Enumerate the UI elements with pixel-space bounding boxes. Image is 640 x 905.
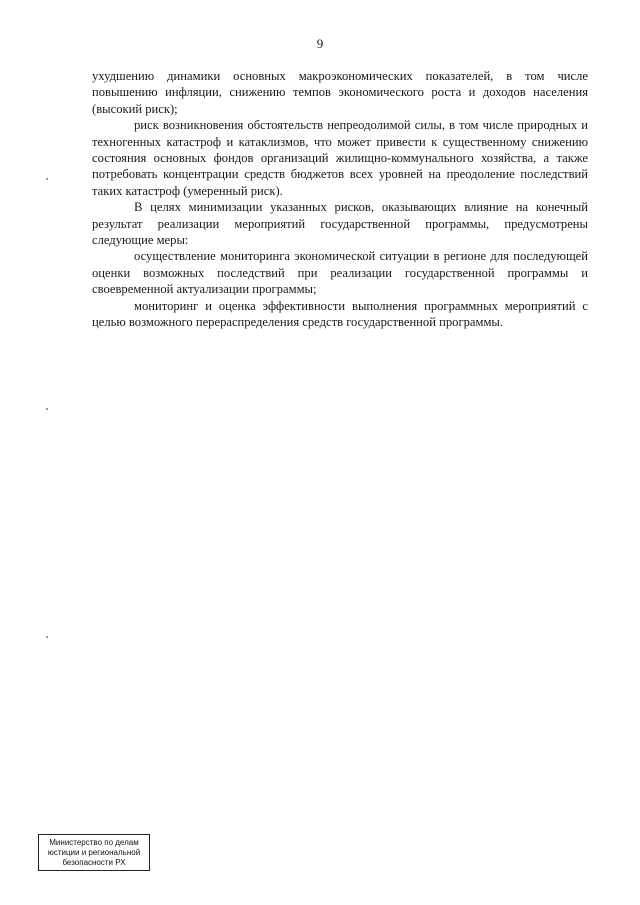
paragraph-risk-minimization-measures: В целях минимизации указанных рисков, оказывающих влияние на конечный результат реализации мероприятий государственной программы, предусмотрены следующие меры:	[92, 200, 588, 248]
body-text	[92, 68, 588, 331]
paragraph-economic-monitoring: осуществление мониторинга экономической ситуации в регионе для последующей оценки возможных последствий при реализации государственной программы и своевременной актуализации программы;	[92, 249, 588, 297]
stamp-line: юстиции и региональной	[47, 848, 141, 857]
margin-mark	[46, 178, 48, 180]
margin-mark	[46, 636, 48, 638]
stamp-line: безопасности РХ	[62, 858, 126, 867]
ministry-stamp	[38, 834, 150, 871]
paragraph-efficiency-monitoring: мониторинг и оценка эффективности выполнения программных мероприятий с целью возможного перераспределения средств государственной программы.	[92, 298, 588, 330]
stamp-line: Министерство по делам	[49, 838, 139, 847]
paragraph-force-majeure-risk: риск возникновения обстоятельств непреодолимой силы, в том числе природных и техногенных катастроф и катаклизмов, что может привести к существенному снижению состояния основных фондов организаций жилищно-коммунального хозяйства, а также потребовать концентрации средств бюджетов всех уровней на преодоление последствий таких катастроф (умеренный риск).	[92, 118, 588, 198]
paragraph-macroeconomic-risk: ухудшению динамики основных макроэкономических показателей, в том числе повышению инфляции, снижению темпов экономического роста и доходов населения (высокий риск);	[92, 69, 588, 116]
page-number: 9	[316, 36, 324, 51]
margin-mark	[46, 408, 48, 410]
